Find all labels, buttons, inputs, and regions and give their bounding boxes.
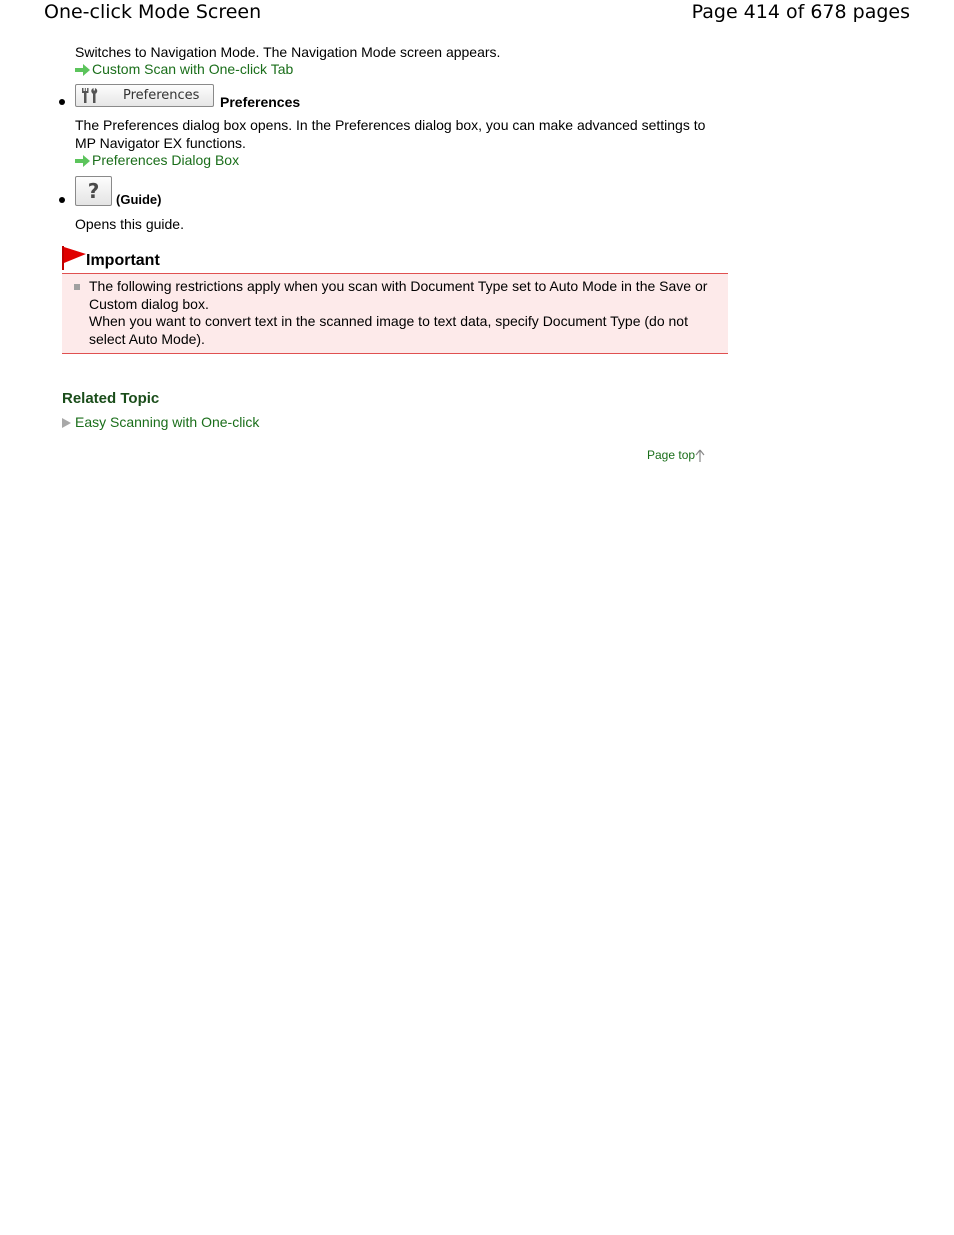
custom-scan-link[interactable]: Custom Scan with One-click Tab xyxy=(92,61,294,77)
green-arrow-icon xyxy=(75,64,90,76)
easy-scanning-link[interactable]: Easy Scanning with One-click xyxy=(75,414,260,430)
page-top-link[interactable]: Page top xyxy=(647,448,696,462)
related-topic-heading: Related Topic xyxy=(62,390,160,407)
important-text xyxy=(89,278,719,348)
document-title: One-click Mode Screen xyxy=(44,1,262,23)
arrow-up-icon xyxy=(695,449,705,462)
guide-heading: (Guide) xyxy=(116,192,162,207)
square-bullet-icon xyxy=(74,284,80,290)
red-flag-icon xyxy=(62,246,86,270)
preferences-heading: Preferences xyxy=(220,94,301,110)
preferences-description: The Preferences dialog box opens. In the Preferences dialog box, you can make advanced settings to MP Navigator EX functions. xyxy=(75,117,706,151)
preferences-link-row[interactable] xyxy=(75,152,239,169)
bullet-dot xyxy=(59,197,65,203)
preferences-button-label: Preferences xyxy=(123,88,200,103)
green-arrow-icon xyxy=(75,155,90,167)
triangle-right-icon xyxy=(62,418,71,428)
important-heading: Important xyxy=(86,252,160,269)
guide-description: Opens this guide. xyxy=(75,216,184,232)
page-top-link-row[interactable] xyxy=(647,448,705,462)
important-line-1: The following restrictions apply when you scan with Document Type set to Auto Mode in the Save or Custom dialog box. xyxy=(89,278,708,312)
preferences-dialog-link[interactable]: Preferences Dialog Box xyxy=(92,152,240,168)
important-line-2: When you want to convert text in the scanned image to text data, specify Document Type (do not select Auto Mode). xyxy=(89,313,688,347)
page-counter: Page 414 of 678 pages xyxy=(691,1,910,23)
intro-text: Switches to Navigation Mode. The Navigation Mode screen appears. xyxy=(75,44,501,60)
guide-button-image xyxy=(75,176,112,206)
question-mark-icon: ? xyxy=(87,179,100,203)
bullet-dot xyxy=(59,99,65,105)
preferences-button-image xyxy=(75,84,214,107)
custom-scan-link-row[interactable] xyxy=(75,61,293,78)
tools-icon xyxy=(82,88,100,103)
